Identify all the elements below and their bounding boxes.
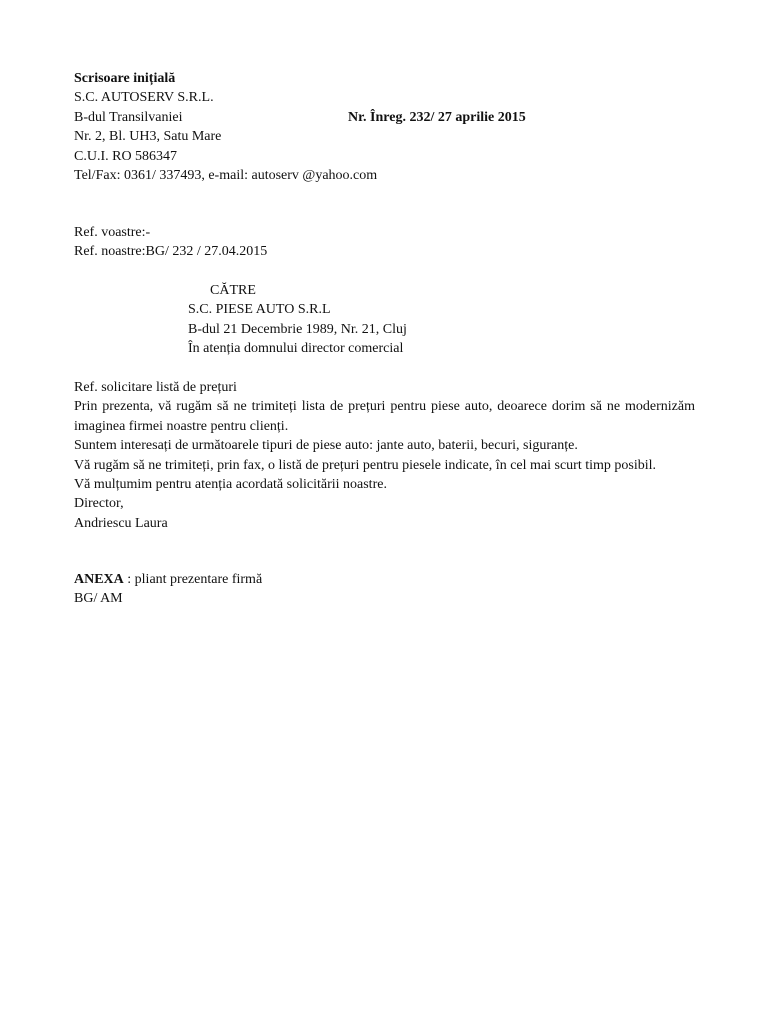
annex-block bbox=[74, 570, 262, 609]
annex-text: : pliant prezentare firmă bbox=[123, 572, 263, 587]
recipient-attention: În atenția domnului director comercial bbox=[188, 341, 404, 357]
registration-number: Nr. Înreg. 232/ 27 aprilie 2015 bbox=[348, 110, 526, 125]
body-paragraph-3: Vă rugăm să ne trimiteți, prin fax, o listă de prețuri pentru piesele indicate, în cel mai scurt timp posibil. bbox=[74, 457, 657, 473]
sender-header bbox=[74, 69, 377, 185]
sender-contact: Tel/Fax: 0361/ 337493, e-mail: autoserv @yahoo.com bbox=[74, 167, 378, 183]
annex-label: ANEXA bbox=[74, 572, 124, 587]
body-paragraph-2: Suntem interesați de următoarele tipuri de piese auto: jante auto, baterii, becuri, siguranțe. bbox=[74, 438, 578, 454]
reference-yours: Ref. voastre:- bbox=[74, 225, 151, 240]
letter-body bbox=[74, 378, 695, 533]
letter-subject: Ref. solicitare listă de prețuri bbox=[74, 380, 237, 395]
signatory-name: Andriescu Laura bbox=[74, 515, 168, 531]
sender-address-line1: B-dul Transilvaniei bbox=[74, 109, 183, 125]
annex-initials: BG/ AM bbox=[74, 591, 123, 607]
document-type-title: Scrisoare inițială bbox=[74, 71, 176, 86]
recipient-address: B-dul 21 Decembrie 1989, Nr. 21, Cluj bbox=[188, 321, 407, 337]
recipient-block bbox=[188, 281, 407, 359]
reference-ours: Ref. noastre:BG/ 232 / 27.04.2015 bbox=[74, 244, 268, 260]
references bbox=[74, 223, 267, 262]
body-paragraph-1: Prin prezenta, vă rugăm să ne trimiteți lista de prețuri pentru piese auto, deoarece dorim să ne modernizăm imaginea firmei noastre pentru clienți. bbox=[74, 399, 695, 434]
body-paragraph-4: Vă mulțumim pentru atenția acordată solicitării noastre. bbox=[74, 477, 387, 493]
recipient-heading: CĂTRE bbox=[210, 283, 256, 298]
closing-title: Director, bbox=[74, 496, 124, 512]
annex-line bbox=[74, 570, 262, 589]
sender-company: S.C. AUTOSERV S.R.L. bbox=[74, 90, 214, 106]
sender-cui: C.U.I. RO 586347 bbox=[74, 148, 178, 164]
sender-address-line2: Nr. 2, Bl. UH3, Satu Mare bbox=[74, 129, 222, 145]
recipient-company: S.C. PIESE AUTO S.R.L bbox=[188, 302, 331, 318]
